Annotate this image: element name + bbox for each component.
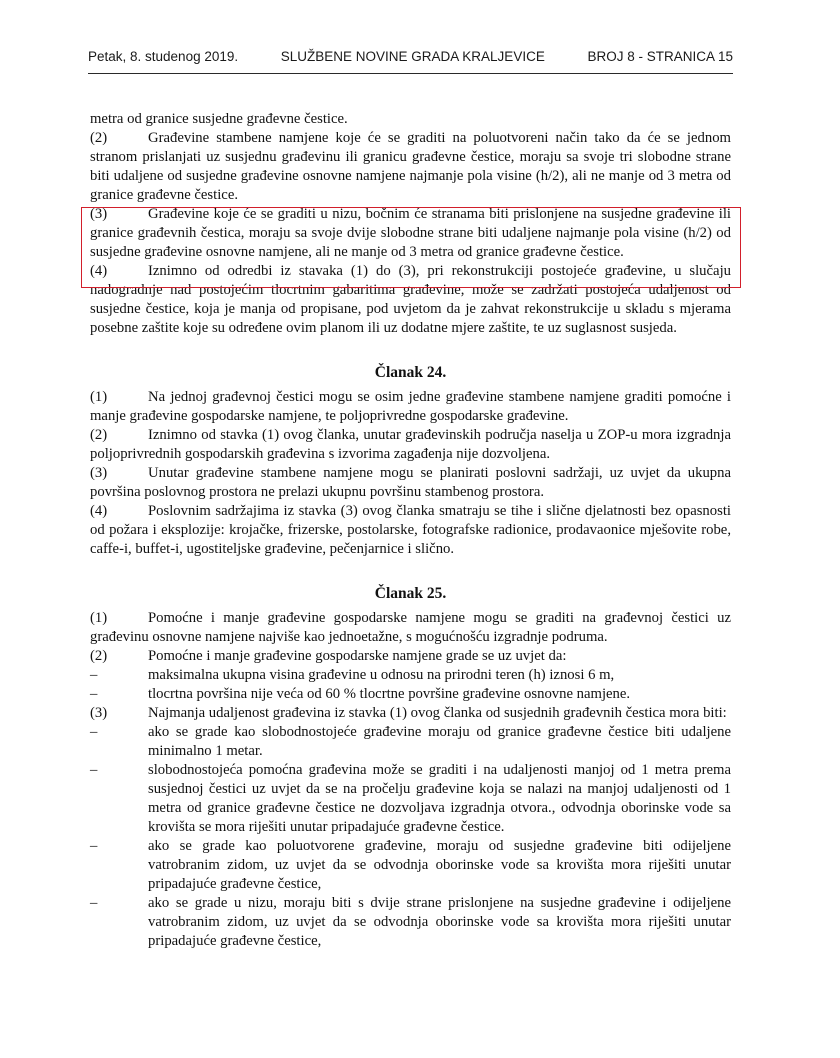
paragraph-number: (4) — [90, 263, 108, 279]
paragraph-text: Iznimno od odredbi iz stavaka (1) do (3), pri rekonstrukciji postojeće građevine, u slučaju nadogradnje nad postojećim tlocrtnim gabaritima građevine, može se zadržati postojeća udaljenost od susjedne čestice, koja je manja od propisane, pod uvjetom da je zahvat rekonstrukcije u skladu s mjerama posebne zaštite koje su određene ovim planom ili uz dodatne mjere zaštite, te uz suglasnost susjeda. — [90, 263, 731, 336]
paragraph-text: Unutar građevine stambene namjene mogu se planirati poslovni sadržaji, uz uvjet da ukupna površina poslovnog prostora ne prelazi ukupnu površinu stambenog prostora. — [90, 465, 731, 500]
paragraph — [90, 704, 731, 723]
paragraph-text: Iznimno od stavka (1) ovog članka, unutar građevinskih područja naselja u ZOP-u mora izgradnja poljoprivrednih gospodarskih građevina s izvorima zagađenja nije dozvoljena. — [90, 427, 731, 462]
dash-bullet: – — [90, 667, 98, 683]
paragraph — [90, 609, 731, 647]
header-publication: SLUŽBENE NOVINE GRADA KRALJEVICE — [280, 49, 545, 64]
list-item-text: tlocrtna površina nije veća od 60 % tlocrtne površine građevine osnovne namjene. — [148, 686, 631, 702]
page-header — [88, 49, 733, 64]
paragraph-highlighted — [90, 205, 731, 262]
list-item-text: ako se grade u nizu, moraju biti s dvije strane prislonjene na susjedne građevine i odijeljene vatrobranim zidom, uz uvjet da se odvodnja oborinske vode sa krovišta mora riješiti unutar pripadajuće građevne čestice, — [148, 895, 731, 949]
paragraph-number: (2) — [90, 648, 108, 664]
header-date: Petak, 8. studenog 2019. — [88, 49, 239, 64]
paragraph — [90, 262, 731, 338]
dash-bullet: – — [90, 838, 98, 854]
list-item — [90, 761, 731, 837]
paragraph-text: Građevine koje će se graditi u nizu, bočnim će stranama biti prislonjene na susjedne građevine ili granice građevnih čestica, moraju sa svoje dvije slobodne strane biti udaljene najmanje pola visine (h/2) od susjedne građevine osnovne namjene, ali ne manje od 3 metra od granice građevne čestice. — [90, 206, 731, 260]
paragraph-text: Pomoćne i manje građevine gospodarske namjene grade se uz uvjet da: — [148, 648, 567, 664]
list-item — [90, 723, 731, 761]
dash-bullet: – — [90, 762, 98, 778]
paragraph-text: Građevine stambene namjene koje će se graditi na poluotvoreni način tako da će se jednom stranom prislanjati uz susjednu građevinu ili granicu građevne čestice, moraju sa svoje tri slobodne strane biti udaljene od susjedne građevine osnovne namjene najmanje pola visine (h/2), ali ne manje od 3 metra od granice građevne čestice. — [90, 130, 731, 203]
paragraph — [90, 426, 731, 464]
paragraph-text: Poslovnim sadržajima iz stavka (3) ovog članka smatraju se tihe i slične djelatnosti bez opasnosti od požara i eksplozije: krojačke, frizerske, postolarske, fotografske radionice, prodavaonice mješovite robe, caffe-i, buffet-i, ugostiteljske građevine, pečenjarnice i slično. — [90, 503, 731, 557]
list-item-text: ako se grade kao slobodnostojeće građevine moraju od granice građevne čestice biti udaljene minimalno 1 metar. — [148, 724, 731, 759]
paragraph — [90, 129, 731, 205]
list-item — [90, 666, 731, 685]
dash-bullet: – — [90, 686, 98, 702]
list-item-text: maksimalna ukupna visina građevine u odnosu na prirodni teren (h) iznosi 6 m, — [148, 667, 615, 683]
paragraph — [90, 502, 731, 559]
list-item-text: slobodnostojeća pomoćna građevina može se graditi i na udaljenosti manjoj od 1 metra prema susjednoj čestici uz uvjet da se na pročelju građevine koja se nalazi na manjoj udaljenosti od 1 metra od granice građevne čestice ne dozvoljava izgradnja otvora., odvodnja oborinske vode sa krovišta se mora riješiti unutar pripadajuće građevne čestice. — [148, 762, 731, 835]
dash-bullet: – — [90, 724, 98, 740]
paragraph-number: (3) — [90, 705, 108, 721]
paragraph-number: (1) — [90, 389, 108, 405]
paragraph-number: (3) — [90, 465, 108, 481]
document-body — [90, 110, 731, 951]
header-rule — [88, 73, 733, 74]
paragraph — [90, 647, 731, 666]
list-item — [90, 685, 731, 704]
paragraph-number: (4) — [90, 503, 108, 519]
paragraph-text: Pomoćne i manje građevine gospodarske namjene mogu se graditi na građevnoj čestici uz građevinu osnovne namjene najviše kao jednoetažne, s mogućnošću izgradnje podruma. — [90, 610, 731, 645]
paragraph-number: (2) — [90, 130, 108, 146]
paragraph-text: Na jednoj građevnoj čestici mogu se osim jedne građevine stambene namjene graditi pomoćne i manje građevine gospodarske namjene, te poljoprivredne gospodarske građevine. — [90, 389, 731, 424]
intro-line: metra od granice susjedne građevne čestice. — [90, 111, 348, 127]
paragraph-number: (1) — [90, 610, 108, 626]
article-24-title: Članak 24. — [374, 364, 447, 381]
header-issue: BROJ 8 - STRANICA 15 — [587, 49, 733, 64]
list-item — [90, 894, 731, 951]
dash-bullet: – — [90, 895, 98, 911]
paragraph-text: Najmanja udaljenost građevina iz stavka (1) ovog članka od susjednih građevnih čestica mora biti: — [148, 705, 727, 721]
paragraph — [90, 464, 731, 502]
article-25-title: Članak 25. — [374, 585, 447, 602]
paragraph-number: (2) — [90, 427, 108, 443]
list-item-text: ako se grade kao poluotvorene građevine, moraju od susjedne građevine biti odijeljene vatrobranim zidom, uz uvjet da se odvodnja oborinske vode sa krovišta mora riješiti unutar pripadajuće građevne čestice, — [148, 838, 731, 892]
paragraph — [90, 388, 731, 426]
paragraph-number: (3) — [90, 206, 108, 222]
list-item — [90, 837, 731, 894]
